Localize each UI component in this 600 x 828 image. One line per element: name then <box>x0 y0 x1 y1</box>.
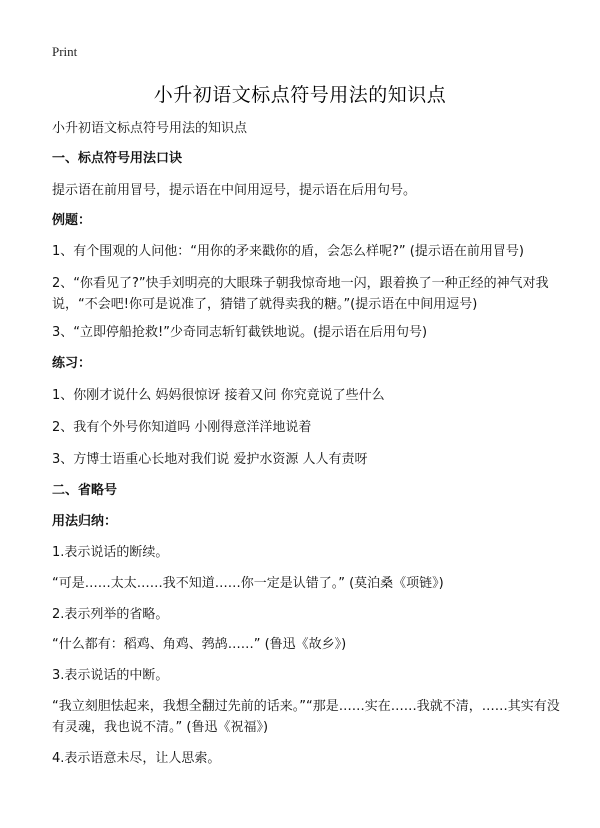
example-2: 2、“你看见了?”快手刘明亮的大眼珠子朝我惊奇地一闪，跟着换了一种正经的神气对我说，“不会吧!你可是说准了，猜错了就得卖我的糖。”(提示语在中间用逗号) <box>52 276 549 312</box>
usage-1-example: “可是……太太……我不知道……你一定是认错了。” (莫泊桑《项链》) <box>52 576 444 591</box>
rule-paragraph: 提示语在前用冒号，提示语在中间用逗号，提示语在后用句号。 <box>52 183 417 198</box>
usage-heading: 用法归纳： <box>52 514 118 529</box>
usage-1: 1.表示说话的断续。 <box>52 545 169 560</box>
document-title: 小升初语文标点符号用法的知识点 <box>153 84 447 106</box>
usage-2: 2.表示列举的省略。 <box>52 607 169 622</box>
practice-1: 1、你刚才说什么 妈妈很惊讶 接着又问 你究竟说了些什么 <box>52 388 385 403</box>
examples-heading: 例题： <box>52 213 92 228</box>
practice-2: 2、我有个外号你知道吗 小刚得意洋洋地说着 <box>52 420 312 435</box>
usage-2-example: “什么都有：稻鸡、角鸡、鹁鸪……” (鲁迅《故乡》) <box>52 637 347 652</box>
practice-heading: 练习： <box>52 356 92 371</box>
subtitle-paragraph: 小升初语文标点符号用法的知识点 <box>52 121 248 136</box>
example-1: 1、有个围观的人问他：“用你的矛来戳你的盾，会怎么样呢?” (提示语在前用冒号) <box>52 244 524 259</box>
usage-3: 3.表示说话的中断。 <box>52 668 169 683</box>
print-link[interactable]: Print <box>52 44 78 59</box>
usage-3-example: “我立刻胆怯起来，我想全翻过先前的话来。”“那是……实在……我就不清，……其实有没有灵魂，我也说不清。” (鲁迅《祝福》) <box>52 699 560 735</box>
section-heading-2: 二、省略号 <box>52 483 118 498</box>
practice-3: 3、方博士语重心长地对我们说 爱护水资源 人人有责呀 <box>52 452 368 467</box>
usage-4: 4.表示语意未尽，让人思索。 <box>52 751 221 766</box>
section-heading-1: 一、标点符号用法口诀 <box>52 151 183 166</box>
example-3: 3、“立即停船抢救!”少奇同志斩钉截铁地说。(提示语在后用句号) <box>52 325 428 340</box>
